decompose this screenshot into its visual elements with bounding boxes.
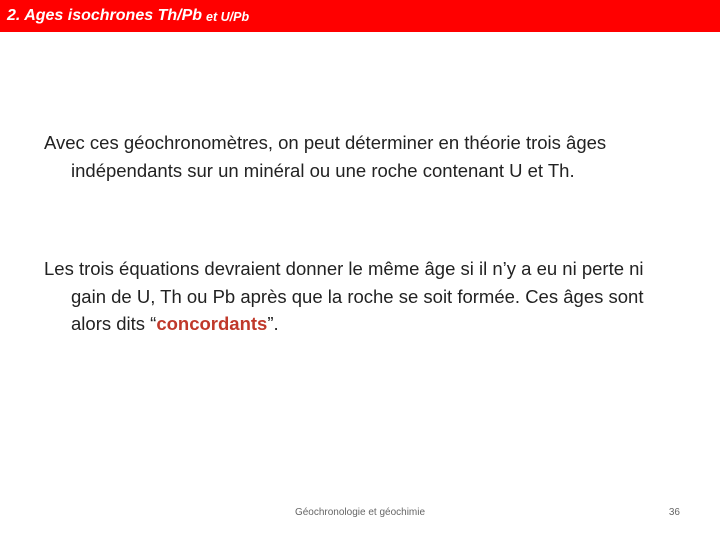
title-bar (0, 0, 720, 32)
concordants-highlight: concordants (156, 313, 268, 334)
footer-text: Géochronologie et géochimie (294, 507, 426, 518)
paragraph-2 (44, 255, 676, 338)
paragraph-2-end: ”. (267, 313, 279, 334)
paragraph-2-text: Les trois équations devraient donner le même âge si il n’y a eu ni perte ni gain de U, Th ou Pb après que la roche se soit formée. Ces âges sont alors dits “ (44, 258, 644, 334)
page-number: 36 (668, 507, 680, 518)
slide-title-suffix: et U/Pb (206, 10, 250, 24)
slide-title: 2. Ages isochrones Th/Pb (7, 7, 203, 24)
paragraph-1: Avec ces géochronomètres, on peut déterminer en théorie trois âges indépendants sur un minéral ou une roche contenant U et Th. (44, 132, 607, 181)
